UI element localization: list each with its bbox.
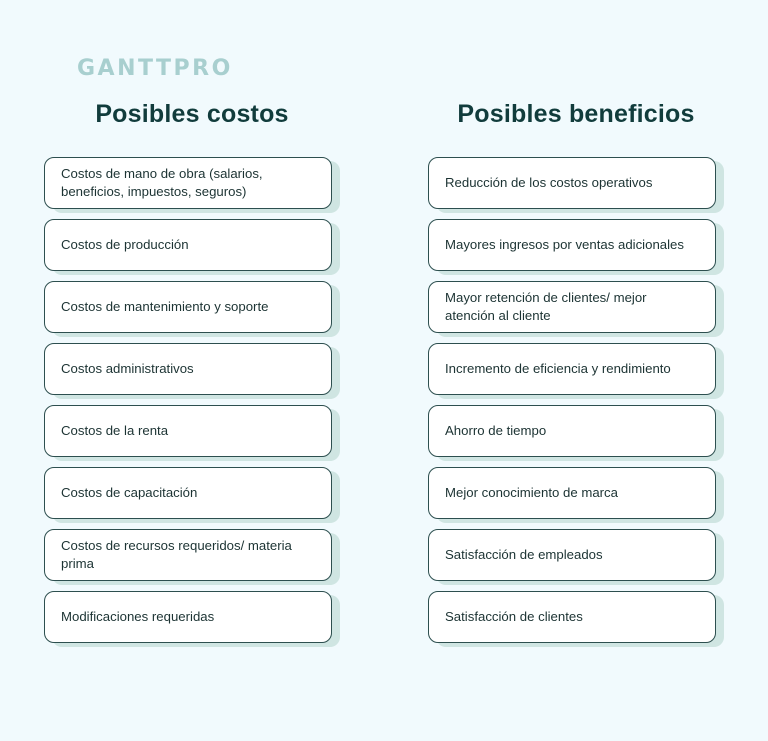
card[interactable] bbox=[44, 219, 332, 271]
card[interactable] bbox=[44, 529, 332, 581]
list-item[interactable] bbox=[428, 591, 724, 643]
column-costs-cards bbox=[0, 157, 384, 653]
card[interactable] bbox=[44, 281, 332, 333]
list-item[interactable] bbox=[44, 529, 340, 581]
card-label: Costos de mantenimiento y soporte bbox=[61, 299, 269, 314]
card-label: Mayor retención de clientes/ mejor atención al cliente bbox=[445, 290, 647, 323]
card-label: Modificaciones requeridas bbox=[61, 609, 215, 624]
card[interactable] bbox=[428, 157, 716, 209]
list-item[interactable] bbox=[428, 405, 724, 457]
card[interactable] bbox=[428, 219, 716, 271]
card-label: Ahorro de tiempo bbox=[445, 423, 547, 438]
column-benefits bbox=[384, 100, 768, 653]
list-item[interactable] bbox=[44, 591, 340, 643]
list-item[interactable] bbox=[428, 467, 724, 519]
list-item[interactable] bbox=[44, 405, 340, 457]
card-label: Costos de producción bbox=[61, 237, 189, 252]
card-label: Mayores ingresos por ventas adicionales bbox=[445, 237, 684, 252]
card-label: Incremento de eficiencia y rendimiento bbox=[445, 361, 671, 376]
list-item[interactable] bbox=[44, 467, 340, 519]
card-label: Costos de mano de obra (salarios, beneficios, impuestos, seguros) bbox=[61, 166, 263, 199]
list-item[interactable] bbox=[44, 281, 340, 333]
list-item[interactable] bbox=[428, 281, 724, 333]
column-benefits-cards bbox=[384, 157, 768, 653]
columns-container bbox=[0, 100, 768, 653]
list-item[interactable] bbox=[428, 157, 724, 209]
card-label: Costos de la renta bbox=[61, 423, 169, 438]
card[interactable] bbox=[44, 157, 332, 209]
ganttpro-logo: GANTTPRO bbox=[77, 56, 233, 81]
card-label: Costos de capacitación bbox=[61, 485, 198, 500]
list-item[interactable] bbox=[44, 157, 340, 209]
card-label: Reducción de los costos operativos bbox=[445, 175, 653, 190]
card-label: Costos administrativos bbox=[61, 361, 194, 376]
card-label: Mejor conocimiento de marca bbox=[445, 485, 618, 500]
card[interactable] bbox=[428, 591, 716, 643]
column-costs-title: Posibles costos bbox=[95, 100, 289, 128]
card[interactable] bbox=[44, 591, 332, 643]
card[interactable] bbox=[428, 467, 716, 519]
list-item[interactable] bbox=[44, 343, 340, 395]
card[interactable] bbox=[44, 467, 332, 519]
list-item[interactable] bbox=[428, 343, 724, 395]
card[interactable] bbox=[428, 281, 716, 333]
card-label: Costos de recursos requeridos/ materia prima bbox=[61, 538, 292, 571]
list-item[interactable] bbox=[44, 219, 340, 271]
card[interactable] bbox=[428, 343, 716, 395]
card-label: Satisfacción de clientes bbox=[445, 609, 583, 624]
column-costs bbox=[0, 100, 384, 653]
list-item[interactable] bbox=[428, 529, 724, 581]
card[interactable] bbox=[44, 343, 332, 395]
card[interactable] bbox=[428, 405, 716, 457]
card[interactable] bbox=[428, 529, 716, 581]
card[interactable] bbox=[44, 405, 332, 457]
column-benefits-title: Posibles beneficios bbox=[457, 100, 695, 128]
card-label: Satisfacción de empleados bbox=[445, 547, 603, 562]
list-item[interactable] bbox=[428, 219, 724, 271]
